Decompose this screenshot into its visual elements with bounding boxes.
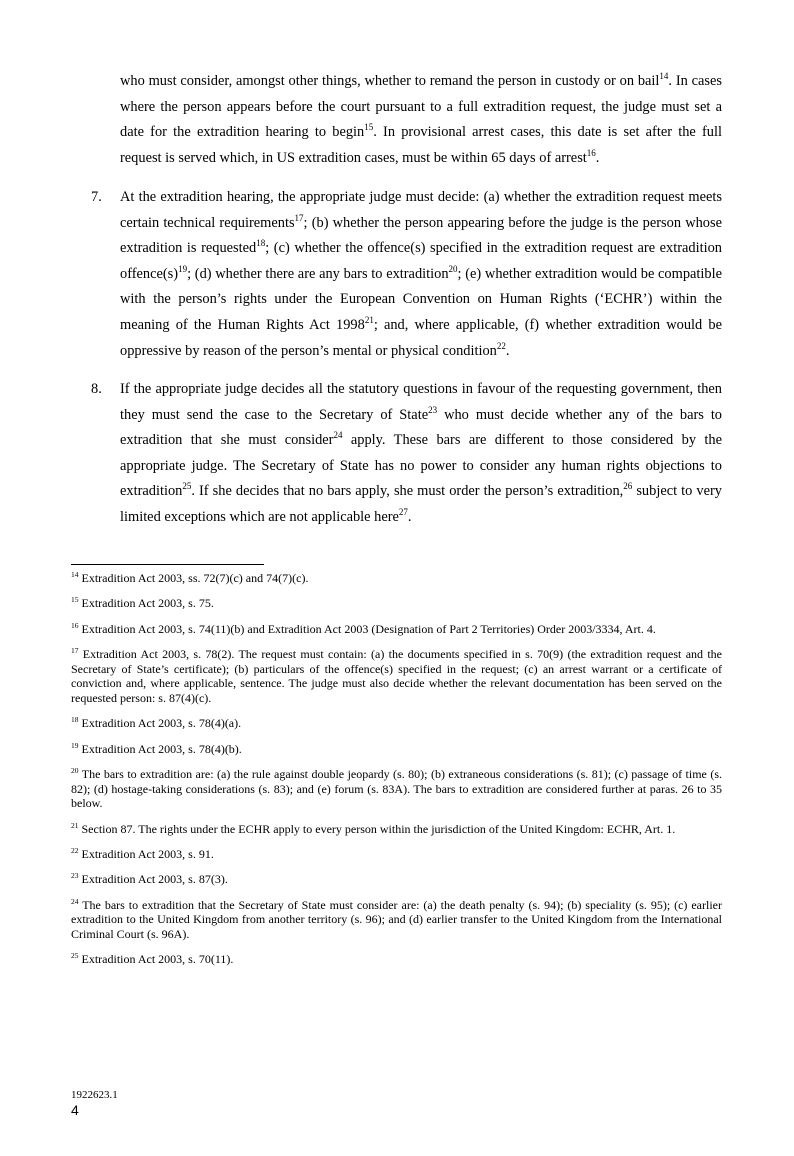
footnote-16: [71, 622, 722, 637]
text-segment: apply. These bars are different to those considered by the appropriate judge. The Secretary of State has no power to consider any human rights objections to extradition: [120, 432, 723, 500]
paragraph-number: 7.: [91, 189, 102, 205]
footnote-24: [71, 898, 722, 942]
footnote-17: [71, 647, 722, 705]
text-segment: ; (b) whether the person appearing before the judge is the person whose extradition is requested: [120, 214, 722, 257]
footnote-ref-16[interactable]: 16: [586, 147, 596, 158]
footnote-number: 17: [71, 646, 79, 656]
text-segment: At the extradition hearing, the appropriate judge must decide: (a) whether the extradition request meets certain technical requirements: [120, 189, 722, 231]
footnote-ref-21[interactable]: 21: [364, 314, 374, 325]
footnote-ref-20[interactable]: 20: [448, 263, 458, 274]
text-segment: ; (c) whether the offence(s) specified in the extradition request are extradition offence(s): [120, 240, 722, 282]
footnote-ref-15[interactable]: 15: [364, 122, 374, 133]
footnote-text: Extradition Act 2003, s. 70(11).: [78, 952, 234, 967]
text-segment: .: [407, 508, 412, 525]
footnote-text: Section 87. The rights under the ECHR apply to every person within the jurisdiction of the United Kingdom: ECHR, Art. 1.: [78, 821, 676, 836]
footnotes: [71, 571, 722, 978]
footnote-ref-14[interactable]: 14: [659, 71, 669, 81]
footnote-25: [71, 952, 722, 967]
footnote-separator: [71, 564, 264, 565]
footnote-number: 24: [71, 896, 79, 906]
paragraph-8: [91, 377, 722, 531]
footnote-number: 25: [71, 951, 79, 961]
footnote-ref-27[interactable]: 27: [398, 506, 408, 517]
footnote-number: 21: [71, 820, 79, 830]
text-segment: ; and, where applicable, (f) whether extradition would be oppressive by reason of the person’s mental or physical condition: [120, 316, 722, 359]
text-segment: . In provisional arrest cases, this date is set after the full request is served which, in US extradition cases, must be within 65 days of arrest: [120, 124, 722, 166]
footnote-14: [71, 571, 722, 586]
footnote-18: [71, 716, 722, 731]
footnote-ref-26[interactable]: 26: [623, 481, 633, 492]
footnote-21: [71, 822, 722, 837]
footnote-number: 14: [71, 570, 79, 579]
text-segment: If the appropriate judge decides all the statutory questions in favour of the requesting government, then they must send the case to the Secretary of State: [120, 381, 722, 423]
text-segment: .: [595, 149, 600, 166]
footnote-22: [71, 847, 722, 862]
footnote-text: Extradition Act 2003, s. 74(11)(b) and Extradition Act 2003 (Designation of Part 2 Territories) Order 2003/3334, Art. 4.: [78, 621, 656, 636]
footnote-text: The bars to extradition are: (a) the rule against double jeopardy (s. 80); (b) extraneous considerations (s. 81); (c) passage of time (s. 82); (d) hostage-taking considerations (s. 83); and (e) forum (s. 83A). The bars to extradition are considered further at paras. 26 to 35 below.: [71, 767, 722, 811]
footnote-ref-19[interactable]: 19: [178, 263, 188, 274]
footnote-ref-24[interactable]: 24: [333, 430, 343, 441]
text-segment: subject to very limited exceptions which are not applicable here: [120, 483, 722, 525]
text-segment: ; (d) whether there are any bars to extradition: [187, 265, 449, 282]
footnote-text: Extradition Act 2003, s. 78(4)(b).: [78, 741, 242, 756]
footnote-15: [71, 596, 722, 611]
footnote-text: Extradition Act 2003, s. 75.: [78, 596, 214, 611]
footnote-text: Extradition Act 2003, s. 78(2). The request must contain: (a) the documents specified in s. 70(9) (the extradition request and the Secretary of State’s certificate); (b) particulars of the offence(s) specified in the request; (c) an arrest warrant or a certificate of conviction and, where applicable, sentence. The judge must also decide whether the relevant documentation has been served on the requested person: s. 87(4)(c).: [71, 647, 722, 705]
footnote-20: [71, 767, 722, 811]
text-segment: ; (e) whether extradition would be compatible with the person’s rights under the European Convention on Human Rights (‘ECHR’) within the meaning of the Human Rights Act 1998: [120, 265, 722, 333]
page-number: 4: [71, 1102, 79, 1118]
footnote-19: [71, 742, 722, 757]
footnote-text: Extradition Act 2003, s. 78(4)(a).: [78, 716, 242, 731]
footnote-23: [71, 872, 722, 887]
footnote-ref-25[interactable]: 25: [182, 481, 192, 492]
footnote-text: Extradition Act 2003, s. 87(3).: [78, 872, 228, 887]
paragraph-number: 8.: [91, 381, 102, 397]
footnote-ref-23[interactable]: 23: [428, 404, 438, 415]
footnote-ref-22[interactable]: 22: [496, 340, 506, 351]
footnote-number: 15: [71, 595, 79, 605]
footnote-number: 23: [71, 871, 79, 881]
text-segment: . In cases where the person appears before the court pursuant to a full extradition request, the judge must set a date for the extradition hearing to begin: [120, 73, 722, 141]
footnote-text: Extradition Act 2003, ss. 72(7)(c) and 74(7)(c).: [78, 571, 309, 585]
text-segment: .: [505, 342, 510, 359]
footnote-number: 16: [71, 620, 79, 630]
document-id: 1922623.1: [71, 1089, 118, 1101]
paragraph-text: [120, 185, 722, 364]
text-segment: who must decide whether any of the bars to extradition that she must consider: [120, 406, 723, 449]
footnote-ref-17[interactable]: 17: [294, 212, 304, 223]
footnote-number: 19: [71, 740, 79, 750]
footnote-text: Extradition Act 2003, s. 91.: [78, 847, 214, 862]
footnote-text: The bars to extradition that the Secretary of State must consider are: (a) the death penalty (s. 94); (b) speciality (s. 95); (c) earlier extradition to the United Kingdom from another territory (s. 96); and (d) earlier transfer to the United Kingdom from the International Criminal Court (s. 96A).: [71, 897, 722, 942]
text-segment: . If she decides that no bars apply, she must order the person’s extradition,: [191, 483, 624, 500]
paragraph-text: [120, 377, 722, 531]
footnote-number: 18: [71, 715, 79, 725]
footnote-ref-18[interactable]: 18: [256, 238, 266, 249]
footnote-number: 22: [71, 846, 79, 856]
paragraph-continued: [120, 69, 722, 171]
paragraph-7: [91, 185, 722, 364]
text-segment: who must consider, amongst other things, whether to remand the person in custody or on bail: [120, 73, 660, 89]
footnote-number: 20: [71, 766, 79, 776]
